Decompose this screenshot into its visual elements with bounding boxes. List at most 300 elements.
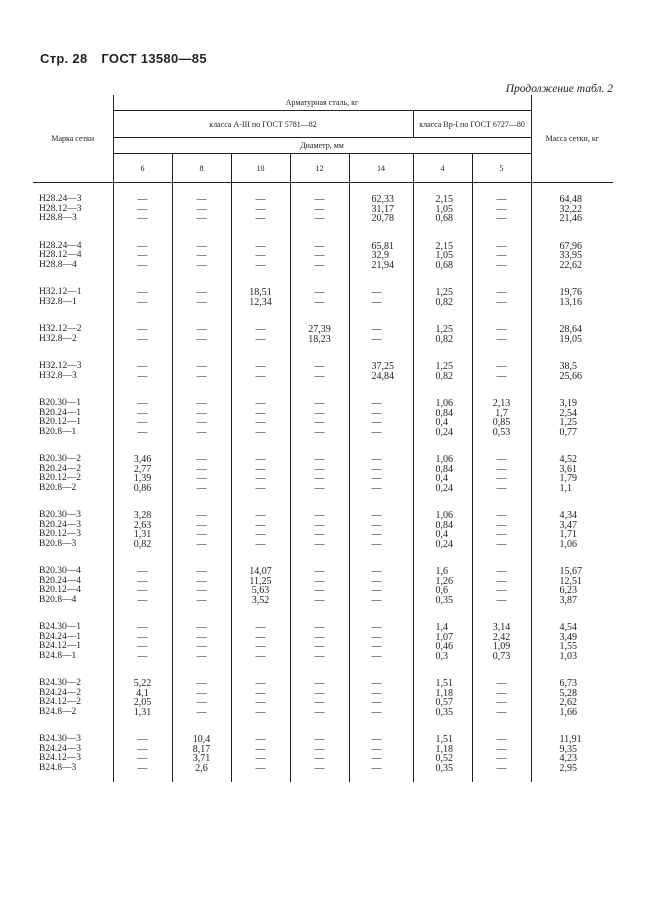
cell-value: 3,52 [251, 594, 270, 606]
cell-value: — [496, 370, 507, 382]
table-row [33, 233, 613, 280]
cell-value: В24.24—2 [39, 687, 81, 698]
d14-cell [349, 353, 413, 390]
header-d5: 5 [472, 154, 531, 183]
cell-value: В20.12—1 [39, 417, 81, 427]
d5-cell [472, 353, 531, 390]
cell-value: — [314, 370, 325, 382]
cell-value: — [371, 324, 382, 335]
cell-value: 21,94 [371, 259, 394, 271]
cell-value: — [255, 678, 266, 689]
d14-cell [349, 726, 413, 782]
cell-value: В20.8—1 [39, 426, 77, 437]
cell-value: 1,18 [435, 743, 453, 755]
cell-value: 27,39 [308, 324, 331, 335]
cell-value: — [255, 259, 266, 271]
cell-value: 11,91 [559, 734, 582, 745]
cell-value: — [137, 753, 148, 764]
cell-value: 2,42 [492, 631, 511, 643]
cell-value: 2,6 [195, 762, 208, 774]
cell-value: 0,6 [435, 585, 448, 596]
cell-value: — [137, 743, 148, 755]
cell-value: — [255, 510, 266, 521]
d5-cell [472, 502, 531, 558]
mass-cell [531, 558, 613, 614]
cell-value: 24,84 [371, 370, 394, 382]
header-mass: Масса сетки, кг [531, 95, 613, 183]
cell-value: — [255, 734, 266, 745]
d6-cell [113, 279, 172, 316]
cell-value: В24.24—1 [39, 631, 81, 642]
cell-value: — [137, 250, 148, 261]
cell-value: — [371, 510, 382, 521]
mass-cell [531, 502, 613, 558]
cell-value: 1,31 [133, 706, 152, 718]
cell-value: — [314, 687, 325, 699]
cell-value: 0,35 [435, 594, 453, 606]
cell-value: — [196, 594, 207, 606]
cell-value: — [255, 370, 266, 382]
mass-cell [531, 446, 613, 502]
cell-value: — [196, 631, 207, 643]
cell-value: — [196, 706, 207, 718]
header-d4: 4 [413, 154, 472, 183]
cell-value: В20.12—2 [39, 473, 81, 483]
d12-cell [290, 614, 349, 670]
cell-value: — [196, 641, 207, 652]
header-d6: 6 [113, 154, 172, 183]
cell-value: — [371, 529, 382, 540]
cell-value: 2,54 [559, 407, 578, 419]
table-row [33, 670, 613, 726]
d10-cell [231, 353, 290, 390]
cell-value: — [196, 426, 207, 438]
cell-value: — [496, 213, 507, 224]
cell-value: — [314, 585, 325, 596]
cell-value: 0,3 [435, 650, 448, 662]
cell-value: — [137, 594, 148, 606]
table-row [33, 502, 613, 558]
cell-value: — [496, 529, 507, 540]
cell-value: 9,35 [559, 743, 578, 755]
cell-value: — [371, 585, 382, 596]
cell-value: 2,05 [133, 697, 152, 708]
d8-cell [172, 183, 231, 233]
cell-value: — [314, 762, 325, 774]
cell-value: В24.12—2 [39, 697, 81, 707]
cell-value: — [314, 706, 325, 718]
cell-value: — [137, 370, 148, 382]
cell-value: 18,51 [249, 287, 272, 298]
d4-cell [413, 502, 472, 558]
cell-value: — [314, 734, 325, 745]
cell-value: — [196, 585, 207, 596]
cell-value: — [371, 622, 382, 633]
cell-value: 3,71 [192, 753, 211, 764]
cell-value: 1,66 [559, 706, 578, 718]
cell-value: 0,35 [435, 762, 453, 774]
cell-value: — [255, 463, 266, 475]
mass-cell [531, 614, 613, 670]
cell-value: 0,35 [435, 706, 453, 718]
cell-value: 31,17 [371, 203, 394, 215]
cell-value: — [371, 594, 382, 606]
cell-value: 1,1 [559, 482, 573, 494]
d8-cell [172, 446, 231, 502]
cell-value: — [137, 566, 148, 577]
cell-value: — [255, 641, 266, 652]
cell-value: — [196, 259, 207, 271]
cell-value: В20.8—2 [39, 482, 77, 493]
d14-cell [349, 390, 413, 446]
cell-value: — [314, 641, 325, 652]
cell-value: — [314, 203, 325, 215]
cell-value: В24.8—3 [39, 762, 77, 773]
d8-cell [172, 670, 231, 726]
cell-value: 2,63 [133, 519, 152, 531]
cell-value: — [255, 454, 266, 465]
cell-value: — [255, 250, 266, 261]
cell-value: — [137, 194, 148, 205]
d14-cell [349, 614, 413, 670]
cell-value: — [137, 426, 148, 438]
header-mark: Марка сетки [33, 95, 113, 183]
cell-value: В20.12—3 [39, 529, 81, 539]
cell-value: 2,77 [133, 463, 152, 475]
cell-value: — [255, 762, 266, 774]
cell-value: — [371, 398, 382, 409]
cell-value: — [371, 482, 382, 494]
mark-cell [33, 353, 113, 390]
reinforcement-mass-table [33, 95, 613, 782]
mark-cell [33, 726, 113, 782]
cell-value: — [371, 426, 382, 438]
d5-cell [472, 279, 531, 316]
cell-value: В24.8—2 [39, 706, 77, 717]
cell-value: — [196, 678, 207, 689]
cell-value: 0,68 [435, 259, 453, 271]
d4-cell [413, 353, 472, 390]
table-row [33, 353, 613, 390]
d6-cell [113, 670, 172, 726]
d10-cell [231, 726, 290, 782]
cell-value: — [255, 333, 266, 345]
d12-cell [290, 670, 349, 726]
cell-value: — [255, 398, 266, 409]
cell-value: — [314, 678, 325, 689]
cell-value: В24.30—3 [39, 734, 81, 744]
cell-value: — [255, 203, 266, 215]
cell-value: В24.8—1 [39, 650, 77, 661]
cell-value: 1,6 [435, 566, 448, 577]
cell-value: — [314, 482, 325, 494]
cell-value: — [371, 333, 382, 345]
cell-value: — [496, 333, 507, 345]
cell-value: — [371, 753, 382, 764]
cell-value: 4,52 [559, 454, 578, 465]
cell-value: — [314, 398, 325, 409]
d5-cell [472, 316, 531, 353]
cell-value: — [371, 641, 382, 652]
cell-value: Н28.8—3 [39, 213, 77, 223]
cell-value: 0,86 [133, 482, 152, 494]
cell-value: — [496, 594, 507, 606]
cell-value: — [371, 631, 382, 643]
cell-value: — [196, 250, 207, 261]
cell-value: — [196, 482, 207, 494]
cell-value: — [314, 566, 325, 577]
cell-value: 1,51 [435, 734, 453, 745]
cell-value: — [196, 529, 207, 540]
d10-cell [231, 670, 290, 726]
header-d10: 10 [231, 154, 290, 183]
d10-cell [231, 390, 290, 446]
cell-value: — [314, 753, 325, 764]
mass-cell [531, 233, 613, 280]
cell-value: — [314, 259, 325, 271]
cell-value: — [496, 482, 507, 494]
cell-value: 1,09 [492, 641, 511, 652]
cell-value: — [496, 687, 507, 699]
cell-value: 1,39 [133, 473, 152, 484]
cell-value: 0,4 [435, 473, 448, 484]
d12-cell [290, 233, 349, 280]
cell-value: — [255, 417, 266, 428]
cell-value: Н28.24—4 [39, 240, 82, 251]
cell-value: — [255, 706, 266, 718]
d5-cell [472, 390, 531, 446]
header-steel: Арматурная сталь, кг [113, 95, 531, 111]
cell-value: — [196, 697, 207, 708]
cell-value: — [255, 194, 266, 205]
cell-value: — [496, 762, 507, 774]
d4-cell [413, 726, 472, 782]
cell-value: — [255, 753, 266, 764]
d4-cell [413, 446, 472, 502]
cell-value: — [314, 594, 325, 606]
cell-value: — [196, 296, 207, 308]
cell-value: — [137, 259, 148, 271]
mass-cell [531, 670, 613, 726]
cell-value: — [255, 622, 266, 633]
d6-cell [113, 502, 172, 558]
cell-value: 6,23 [559, 585, 578, 596]
cell-value: — [196, 194, 207, 205]
cell-value: 3,61 [559, 463, 578, 475]
cell-value: 1,26 [435, 575, 453, 587]
d8-cell [172, 558, 231, 614]
d6-cell [113, 353, 172, 390]
cell-value: 3,47 [559, 519, 578, 531]
cell-value: — [496, 194, 507, 205]
table-row [33, 316, 613, 353]
cell-value: — [314, 622, 325, 633]
cell-value: 32,22 [559, 203, 583, 215]
cell-value: — [255, 631, 266, 643]
d4-cell [413, 558, 472, 614]
cell-value: — [314, 361, 325, 372]
d12-cell [290, 390, 349, 446]
cell-value: — [314, 510, 325, 521]
cell-value: 1,25 [435, 361, 453, 372]
cell-value: 3,19 [559, 398, 578, 409]
cell-value: 1,25 [559, 417, 578, 428]
cell-value: 0,57 [435, 697, 453, 708]
d12-cell [290, 183, 349, 233]
cell-value: 1,4 [435, 622, 448, 633]
table-body [33, 183, 613, 783]
d8-cell [172, 726, 231, 782]
cell-value: 38,5 [559, 361, 578, 372]
table-row [33, 183, 613, 233]
d12-cell [290, 558, 349, 614]
cell-value: — [255, 650, 266, 662]
cell-value: 64,48 [559, 194, 583, 205]
cell-value: 19,05 [559, 333, 583, 345]
cell-value: — [496, 678, 507, 689]
d10-cell [231, 502, 290, 558]
d10-cell [231, 614, 290, 670]
cell-value: — [137, 361, 148, 372]
d12-cell [290, 279, 349, 316]
cell-value: 0,68 [435, 213, 453, 224]
d6-cell [113, 233, 172, 280]
cell-value: — [137, 333, 148, 345]
cell-value: 22,62 [559, 259, 583, 271]
cell-value: — [196, 519, 207, 531]
cell-value: 33,95 [559, 250, 583, 261]
cell-value: 21,46 [559, 213, 583, 224]
cell-value: 0,24 [435, 426, 453, 438]
cell-value: — [496, 519, 507, 531]
cell-value: — [371, 407, 382, 419]
cell-value: 0,82 [435, 296, 453, 308]
cell-value: — [314, 454, 325, 465]
d14-cell [349, 502, 413, 558]
cell-value: — [496, 538, 507, 550]
mass-cell [531, 390, 613, 446]
d6-cell [113, 614, 172, 670]
cell-value: — [496, 240, 507, 252]
header-diameter: Диаметр, мм [113, 138, 531, 154]
cell-value: — [314, 287, 325, 298]
cell-value: — [196, 370, 207, 382]
cell-value: — [371, 697, 382, 708]
cell-value: 0,73 [492, 650, 511, 662]
mark-cell [33, 390, 113, 446]
cell-value: 0,46 [435, 641, 453, 652]
cell-value: — [196, 417, 207, 428]
d4-cell [413, 614, 472, 670]
cell-value: — [496, 287, 507, 298]
cell-value: — [137, 641, 148, 652]
cell-value: 62,33 [371, 194, 394, 205]
cell-value: — [255, 407, 266, 419]
d12-cell [290, 502, 349, 558]
cell-value: 0,82 [133, 538, 152, 550]
cell-value: — [255, 361, 266, 372]
cell-value: — [255, 473, 266, 484]
cell-value: В20.30—3 [39, 510, 81, 520]
cell-value: 0,4 [435, 417, 448, 428]
d12-cell [290, 353, 349, 390]
cell-value: — [371, 566, 382, 577]
mark-cell [33, 614, 113, 670]
cell-value: — [314, 743, 325, 755]
cell-value: 0,84 [435, 407, 453, 419]
cell-value: — [496, 324, 507, 335]
cell-value: 5,28 [559, 687, 578, 699]
table-row [33, 558, 613, 614]
mark-cell [33, 279, 113, 316]
cell-value: — [496, 463, 507, 475]
cell-value: 0,52 [435, 753, 453, 764]
table-row [33, 390, 613, 446]
cell-value: 1,06 [435, 398, 453, 409]
d5-cell [472, 726, 531, 782]
d12-cell [290, 446, 349, 502]
cell-value: — [255, 697, 266, 708]
cell-value: Н32.8—2 [39, 333, 77, 344]
cell-value: В20.12—4 [39, 585, 81, 595]
cell-value: 12,51 [559, 575, 583, 587]
cell-value: — [314, 697, 325, 708]
cell-value: — [496, 259, 507, 271]
cell-value: Н32.12—3 [39, 361, 82, 371]
cell-value: — [371, 743, 382, 755]
header-d12: 12 [290, 154, 349, 183]
cell-value: — [196, 687, 207, 699]
d8-cell [172, 502, 231, 558]
cell-value: 2,95 [559, 762, 578, 774]
cell-value: — [314, 463, 325, 475]
cell-value: 1,7 [495, 407, 508, 419]
mass-cell [531, 316, 613, 353]
cell-value: — [496, 734, 507, 745]
d14-cell [349, 316, 413, 353]
cell-value: — [314, 194, 325, 205]
table-header [33, 95, 613, 183]
cell-value: — [314, 529, 325, 540]
cell-value: Н28.12—4 [39, 250, 82, 260]
cell-value: — [496, 697, 507, 708]
d14-cell [349, 279, 413, 316]
d6-cell [113, 390, 172, 446]
header-class-aiii: класса А-III по ГОСТ 5781—82 [113, 111, 413, 138]
cell-value: — [137, 622, 148, 633]
cell-value: В20.24—1 [39, 407, 81, 418]
cell-value: — [314, 250, 325, 261]
cell-value: — [255, 213, 266, 224]
cell-value: 28,64 [559, 324, 583, 335]
cell-value: 1,03 [559, 650, 578, 662]
cell-value: 14,07 [249, 566, 272, 577]
page-header [40, 51, 217, 66]
cell-value: — [196, 473, 207, 484]
cell-value: — [371, 734, 382, 745]
cell-value: 0,77 [559, 426, 578, 438]
cell-value: 4,54 [559, 622, 578, 633]
d14-cell [349, 233, 413, 280]
mass-cell [531, 183, 613, 233]
d10-cell [231, 316, 290, 353]
cell-value: В20.24—4 [39, 575, 81, 586]
cell-value: В24.30—1 [39, 622, 81, 632]
cell-value: — [255, 538, 266, 550]
d10-cell [231, 233, 290, 280]
cell-value: 5,63 [251, 585, 270, 596]
cell-value: — [314, 426, 325, 438]
